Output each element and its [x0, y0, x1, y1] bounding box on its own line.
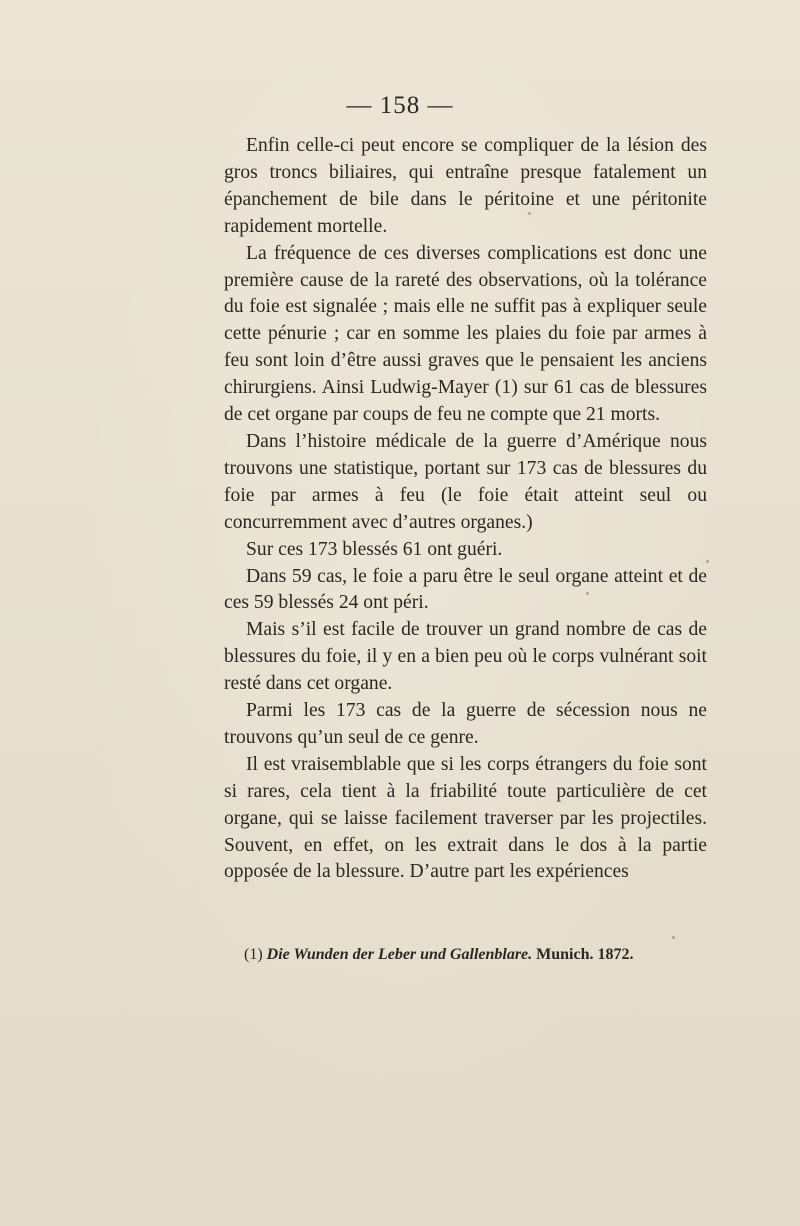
- paragraph-2: La fréquence de ces diverses complications est donc une première cause de la rareté des observations, où la tolérance du foie est signalée ; mais elle ne suffit pas à expliquer seule cette pénurie ; car en somme les plaies du foie par armes à feu sont loin d’être aussi graves que le pensaient les anciens chirurgiens. Ainsi Ludwig-Mayer (1) sur 61 cas de blessures de cet organe par coups de feu ne compte que 21 morts.: [224, 242, 707, 426]
- paragraph-8: Il est vraisemblable que si les corps étrangers du foie sont si rares, cela tient à la friabilité toute particulière de cet organe, qui se laisse facilement traverser par les projectiles. Souvent, en effet, on les extrait dans le dos à la partie opposée de la blessure. D’autre part les expériences: [224, 753, 707, 883]
- paper-speck: [528, 212, 531, 215]
- paragraph-5: Dans 59 cas, le foie a paru être le seul organe atteint et de ces 59 blessés 24 ont péri.: [224, 565, 707, 614]
- paragraph-1: Enfin celle-ci peut encore se compliquer de la lésion des gros troncs biliaires, qui entraîne presque fatalement un épanchement de bile dans le péritoine et une péritonite rapidement mortelle.: [224, 135, 707, 237]
- paper-speck: [586, 592, 589, 595]
- footnote-place-year: Munich. 1872.: [536, 946, 634, 963]
- paper-speck: [672, 936, 675, 939]
- footnote-marker: (1): [244, 946, 263, 963]
- paragraph-7: Parmi les 173 cas de la guerre de sécession nous ne trouvons qu’un seul de ce genre.: [224, 700, 707, 748]
- body-text: [224, 133, 707, 886]
- footnote-title: Die Wunden der Leber und Gallenblare.: [266, 946, 533, 963]
- footnote: [244, 944, 704, 966]
- page-number: — 158 —: [346, 92, 454, 119]
- paragraph-4: Sur ces 173 blessés 61 ont guéri.: [246, 538, 503, 560]
- paragraph-6: Mais s’il est facile de trouver un grand nombre de cas de blessures du foie, il y en a bien peu où le corps vulnérant soit resté dans cet organe.: [224, 619, 707, 695]
- paragraph-3: Dans l’histoire médicale de la guerre d’Amérique nous trouvons une statistique, portant sur 173 cas de blessures du foie par armes à feu (le foie était atteint seul ou concurremment avec d’autres organes.): [224, 430, 707, 533]
- paper-speck: [706, 560, 709, 563]
